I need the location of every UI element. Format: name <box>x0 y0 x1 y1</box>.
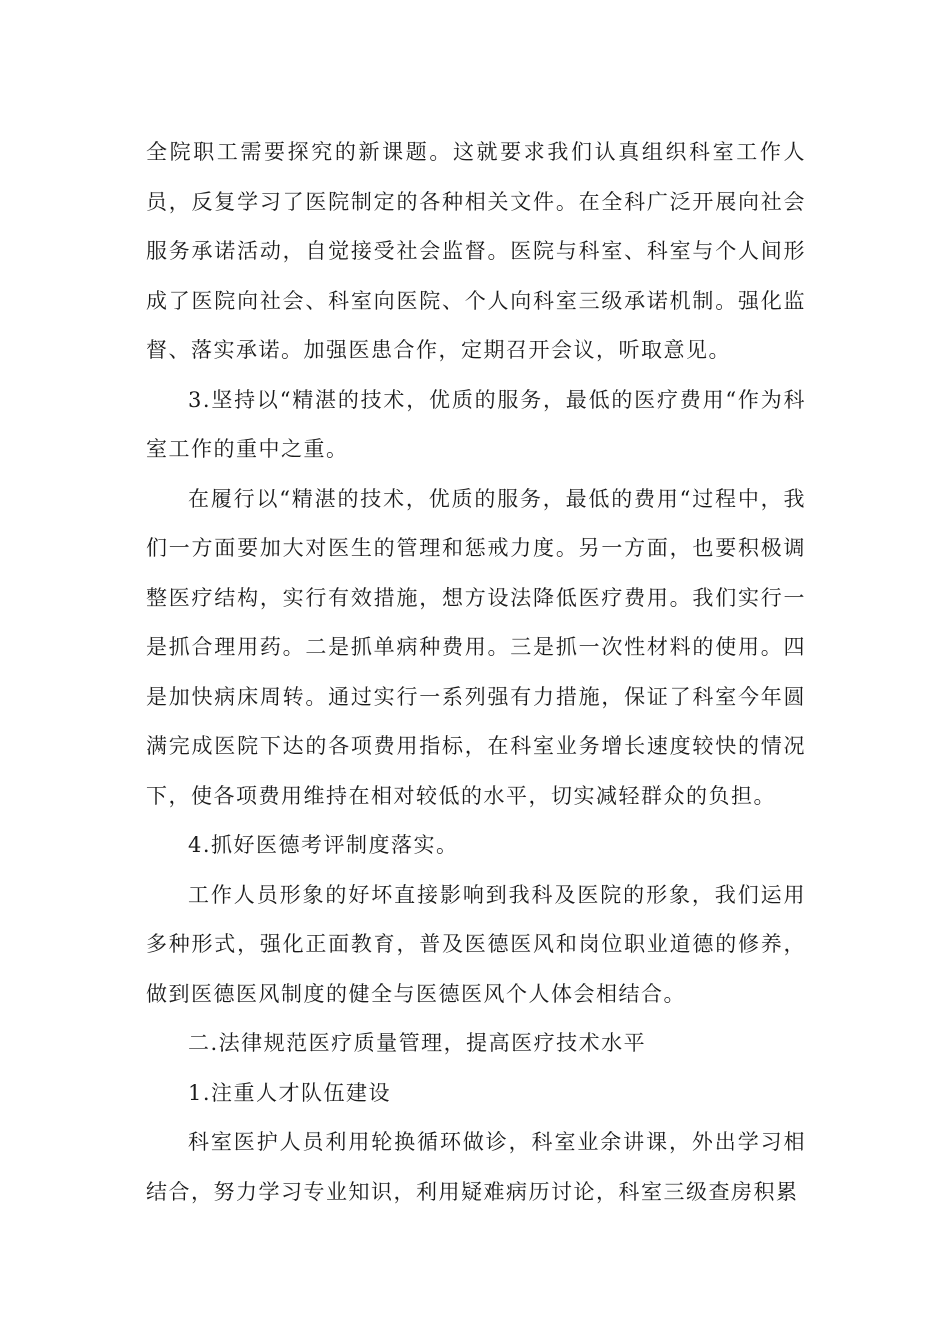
paragraph-item-1-heading: 1.注重人才队伍建设 <box>188 1080 392 1105</box>
paragraph-ethics: 工作人员形象的好坏直接影响到我科及医院的形象，我们运用多种形式，强化正面教育，普及医德医风和岗位职业道德的修养，做到医德医风制度的健全与医德医风个人体会相结合。 <box>146 882 806 1006</box>
paragraph-cost-control: 在履行以“精湛的技术，优质的服务，最低的费用“过程中，我们一方面要加大对医生的管理和惩戒力度。另一方面，也要积极调整医疗结构，实行有效措施，想方设法降低医疗费用。我们实行一是抓合理用药。二是抓单病种费用。三是抓一次性材料的使用。四是加快病床周转。通过实行一系列强有力措施，保证了科室今年圆满完成医院下达的各项费用指标，在科室业务增长速度较快的情况下，使各项费用维持在相对较低的水平，切实减轻群众的负担。 <box>146 486 806 808</box>
document-body <box>146 128 806 1217</box>
paragraph-training: 科室医护人员利用轮换循环做诊，科室业余讲课，外出学习相结合，努力学习专业知识，利用疑难病历讨论，科室三级查房积累 <box>146 1130 806 1204</box>
paragraph-continuation: 全院职工需要探究的新课题。这就要求我们认真组织科室工作人员，反复学习了医院制定的各种相关文件。在全科广泛开展向社会服务承诺活动，自觉接受社会监督。医院与科室、科室与个人间形成了医院向社会、科室向医院、个人向科室三级承诺机制。强化监督、落实承诺。加强医患合作，定期召开会议，听取意见。 <box>146 140 806 362</box>
paragraph-item-3-heading: 3.坚持以“精湛的技术，优质的服务，最低的医疗费用“作为科室工作的重中之重。 <box>146 387 806 461</box>
section-2-heading: 二.法律规范医疗质量管理，提高医疗技术水平 <box>188 1031 647 1055</box>
paragraph-item-4-heading: 4.抓好医德考评制度落实。 <box>188 833 459 857</box>
